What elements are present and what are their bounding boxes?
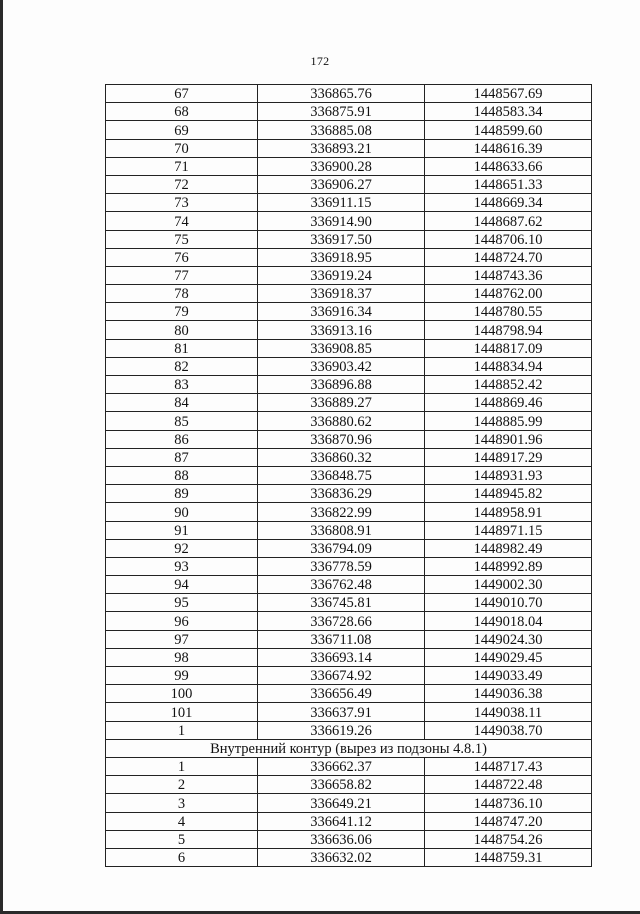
y-coordinate-cell: 1448931.93 bbox=[425, 466, 592, 484]
y-coordinate-cell: 1448599.60 bbox=[425, 121, 592, 139]
point-number-cell: 95 bbox=[106, 594, 258, 612]
x-coordinate-cell: 336919.24 bbox=[258, 266, 425, 284]
y-coordinate-cell: 1448633.66 bbox=[425, 157, 592, 175]
point-number-cell: 94 bbox=[106, 576, 258, 594]
coordinates-table bbox=[105, 84, 592, 867]
table-row bbox=[106, 175, 592, 193]
x-coordinate-cell: 336794.09 bbox=[258, 539, 425, 557]
x-coordinate-cell: 336822.99 bbox=[258, 503, 425, 521]
table-row bbox=[106, 703, 592, 721]
point-number-cell: 4 bbox=[106, 812, 258, 830]
x-coordinate-cell: 336778.59 bbox=[258, 557, 425, 575]
y-coordinate-cell: 1448834.94 bbox=[425, 357, 592, 375]
point-number-cell: 81 bbox=[106, 339, 258, 357]
point-number-cell: 99 bbox=[106, 667, 258, 685]
table-row bbox=[106, 85, 592, 103]
point-number-cell: 77 bbox=[106, 266, 258, 284]
table-row bbox=[106, 503, 592, 521]
coordinates-table-body bbox=[106, 85, 592, 867]
table-row bbox=[106, 848, 592, 866]
point-number-cell: 86 bbox=[106, 430, 258, 448]
table-row bbox=[106, 103, 592, 121]
point-number-cell: 75 bbox=[106, 230, 258, 248]
x-coordinate-cell: 336662.37 bbox=[258, 757, 425, 775]
y-coordinate-cell: 1448759.31 bbox=[425, 848, 592, 866]
x-coordinate-cell: 336918.95 bbox=[258, 248, 425, 266]
y-coordinate-cell: 1448651.33 bbox=[425, 175, 592, 193]
x-coordinate-cell: 336619.26 bbox=[258, 721, 425, 739]
y-coordinate-cell: 1448885.99 bbox=[425, 412, 592, 430]
section-title: Внутренний контур (вырез из подзоны 4.8.1) bbox=[106, 739, 592, 757]
point-number-cell: 98 bbox=[106, 648, 258, 666]
table-row bbox=[106, 630, 592, 648]
y-coordinate-cell: 1449038.70 bbox=[425, 721, 592, 739]
y-coordinate-cell: 1448736.10 bbox=[425, 794, 592, 812]
table-row bbox=[106, 721, 592, 739]
y-coordinate-cell: 1448780.55 bbox=[425, 303, 592, 321]
point-number-cell: 90 bbox=[106, 503, 258, 521]
y-coordinate-cell: 1448982.49 bbox=[425, 539, 592, 557]
y-coordinate-cell: 1448971.15 bbox=[425, 521, 592, 539]
point-number-cell: 73 bbox=[106, 194, 258, 212]
point-number-cell: 71 bbox=[106, 157, 258, 175]
table-row bbox=[106, 321, 592, 339]
table-row bbox=[106, 521, 592, 539]
point-number-cell: 5 bbox=[106, 830, 258, 848]
point-number-cell: 89 bbox=[106, 485, 258, 503]
x-coordinate-cell: 336913.16 bbox=[258, 321, 425, 339]
y-coordinate-cell: 1448722.48 bbox=[425, 776, 592, 794]
y-coordinate-cell: 1449036.38 bbox=[425, 685, 592, 703]
y-coordinate-cell: 1448706.10 bbox=[425, 230, 592, 248]
point-number-cell: 87 bbox=[106, 448, 258, 466]
point-number-cell: 82 bbox=[106, 357, 258, 375]
x-coordinate-cell: 336900.28 bbox=[258, 157, 425, 175]
table-row bbox=[106, 339, 592, 357]
x-coordinate-cell: 336917.50 bbox=[258, 230, 425, 248]
y-coordinate-cell: 1448616.39 bbox=[425, 139, 592, 157]
table-row bbox=[106, 266, 592, 284]
y-coordinate-cell: 1448945.82 bbox=[425, 485, 592, 503]
y-coordinate-cell: 1448992.89 bbox=[425, 557, 592, 575]
x-coordinate-cell: 336674.92 bbox=[258, 667, 425, 685]
x-coordinate-cell: 336906.27 bbox=[258, 175, 425, 193]
table-row bbox=[106, 303, 592, 321]
point-number-cell: 69 bbox=[106, 121, 258, 139]
x-coordinate-cell: 336836.29 bbox=[258, 485, 425, 503]
table-row bbox=[106, 212, 592, 230]
point-number-cell: 88 bbox=[106, 466, 258, 484]
table-row bbox=[106, 230, 592, 248]
table-row bbox=[106, 794, 592, 812]
x-coordinate-cell: 336870.96 bbox=[258, 430, 425, 448]
x-coordinate-cell: 336918.37 bbox=[258, 285, 425, 303]
x-coordinate-cell: 336896.88 bbox=[258, 376, 425, 394]
point-number-cell: 67 bbox=[106, 85, 258, 103]
y-coordinate-cell: 1448724.70 bbox=[425, 248, 592, 266]
table-row bbox=[106, 248, 592, 266]
table-row bbox=[106, 557, 592, 575]
x-coordinate-cell: 336711.08 bbox=[258, 630, 425, 648]
y-coordinate-cell: 1448869.46 bbox=[425, 394, 592, 412]
x-coordinate-cell: 336875.91 bbox=[258, 103, 425, 121]
x-coordinate-cell: 336848.75 bbox=[258, 466, 425, 484]
table-row bbox=[106, 594, 592, 612]
y-coordinate-cell: 1449024.30 bbox=[425, 630, 592, 648]
y-coordinate-cell: 1448852.42 bbox=[425, 376, 592, 394]
x-coordinate-cell: 336889.27 bbox=[258, 394, 425, 412]
table-row bbox=[106, 157, 592, 175]
table-row bbox=[106, 812, 592, 830]
section-row bbox=[106, 739, 592, 757]
table-row bbox=[106, 685, 592, 703]
x-coordinate-cell: 336641.12 bbox=[258, 812, 425, 830]
table-row bbox=[106, 612, 592, 630]
point-number-cell: 6 bbox=[106, 848, 258, 866]
x-coordinate-cell: 336728.66 bbox=[258, 612, 425, 630]
point-number-cell: 1 bbox=[106, 757, 258, 775]
table-row bbox=[106, 757, 592, 775]
table-row bbox=[106, 121, 592, 139]
x-coordinate-cell: 336893.21 bbox=[258, 139, 425, 157]
table-row bbox=[106, 394, 592, 412]
point-number-cell: 79 bbox=[106, 303, 258, 321]
table-row bbox=[106, 648, 592, 666]
y-coordinate-cell: 1448583.34 bbox=[425, 103, 592, 121]
y-coordinate-cell: 1448743.36 bbox=[425, 266, 592, 284]
x-coordinate-cell: 336865.76 bbox=[258, 85, 425, 103]
x-coordinate-cell: 336808.91 bbox=[258, 521, 425, 539]
y-coordinate-cell: 1448687.62 bbox=[425, 212, 592, 230]
table-row bbox=[106, 539, 592, 557]
point-number-cell: 101 bbox=[106, 703, 258, 721]
point-number-cell: 91 bbox=[106, 521, 258, 539]
point-number-cell: 2 bbox=[106, 776, 258, 794]
table-row bbox=[106, 139, 592, 157]
point-number-cell: 100 bbox=[106, 685, 258, 703]
point-number-cell: 74 bbox=[106, 212, 258, 230]
point-number-cell: 96 bbox=[106, 612, 258, 630]
x-coordinate-cell: 336885.08 bbox=[258, 121, 425, 139]
y-coordinate-cell: 1449033.49 bbox=[425, 667, 592, 685]
y-coordinate-cell: 1449018.04 bbox=[425, 612, 592, 630]
y-coordinate-cell: 1448958.91 bbox=[425, 503, 592, 521]
x-coordinate-cell: 336656.49 bbox=[258, 685, 425, 703]
point-number-cell: 97 bbox=[106, 630, 258, 648]
point-number-cell: 80 bbox=[106, 321, 258, 339]
table-row bbox=[106, 194, 592, 212]
point-number-cell: 70 bbox=[106, 139, 258, 157]
table-row bbox=[106, 285, 592, 303]
table-row bbox=[106, 776, 592, 794]
x-coordinate-cell: 336903.42 bbox=[258, 357, 425, 375]
table-row bbox=[106, 448, 592, 466]
point-number-cell: 76 bbox=[106, 248, 258, 266]
scan-edge-left bbox=[0, 0, 3, 914]
y-coordinate-cell: 1449038.11 bbox=[425, 703, 592, 721]
x-coordinate-cell: 336745.81 bbox=[258, 594, 425, 612]
x-coordinate-cell: 336908.85 bbox=[258, 339, 425, 357]
y-coordinate-cell: 1448754.26 bbox=[425, 830, 592, 848]
x-coordinate-cell: 336632.02 bbox=[258, 848, 425, 866]
point-number-cell: 92 bbox=[106, 539, 258, 557]
y-coordinate-cell: 1448901.96 bbox=[425, 430, 592, 448]
y-coordinate-cell: 1449010.70 bbox=[425, 594, 592, 612]
y-coordinate-cell: 1448717.43 bbox=[425, 757, 592, 775]
x-coordinate-cell: 336914.90 bbox=[258, 212, 425, 230]
y-coordinate-cell: 1448817.09 bbox=[425, 339, 592, 357]
x-coordinate-cell: 336637.91 bbox=[258, 703, 425, 721]
y-coordinate-cell: 1448762.00 bbox=[425, 285, 592, 303]
x-coordinate-cell: 336658.82 bbox=[258, 776, 425, 794]
point-number-cell: 68 bbox=[106, 103, 258, 121]
x-coordinate-cell: 336649.21 bbox=[258, 794, 425, 812]
x-coordinate-cell: 336911.15 bbox=[258, 194, 425, 212]
point-number-cell: 72 bbox=[106, 175, 258, 193]
x-coordinate-cell: 336860.32 bbox=[258, 448, 425, 466]
y-coordinate-cell: 1448917.29 bbox=[425, 448, 592, 466]
x-coordinate-cell: 336880.62 bbox=[258, 412, 425, 430]
point-number-cell: 3 bbox=[106, 794, 258, 812]
page-number: 172 bbox=[310, 54, 330, 68]
table-row bbox=[106, 376, 592, 394]
table-row bbox=[106, 830, 592, 848]
x-coordinate-cell: 336693.14 bbox=[258, 648, 425, 666]
y-coordinate-cell: 1448747.20 bbox=[425, 812, 592, 830]
x-coordinate-cell: 336916.34 bbox=[258, 303, 425, 321]
point-number-cell: 1 bbox=[106, 721, 258, 739]
table-row bbox=[106, 412, 592, 430]
table-row bbox=[106, 357, 592, 375]
y-coordinate-cell: 1448567.69 bbox=[425, 85, 592, 103]
point-number-cell: 83 bbox=[106, 376, 258, 394]
point-number-cell: 84 bbox=[106, 394, 258, 412]
table-row bbox=[106, 667, 592, 685]
point-number-cell: 93 bbox=[106, 557, 258, 575]
table-row bbox=[106, 576, 592, 594]
y-coordinate-cell: 1448669.34 bbox=[425, 194, 592, 212]
table-row bbox=[106, 485, 592, 503]
x-coordinate-cell: 336636.06 bbox=[258, 830, 425, 848]
y-coordinate-cell: 1448798.94 bbox=[425, 321, 592, 339]
table-row bbox=[106, 466, 592, 484]
y-coordinate-cell: 1449029.45 bbox=[425, 648, 592, 666]
point-number-cell: 78 bbox=[106, 285, 258, 303]
point-number-cell: 85 bbox=[106, 412, 258, 430]
x-coordinate-cell: 336762.48 bbox=[258, 576, 425, 594]
y-coordinate-cell: 1449002.30 bbox=[425, 576, 592, 594]
table-row bbox=[106, 430, 592, 448]
